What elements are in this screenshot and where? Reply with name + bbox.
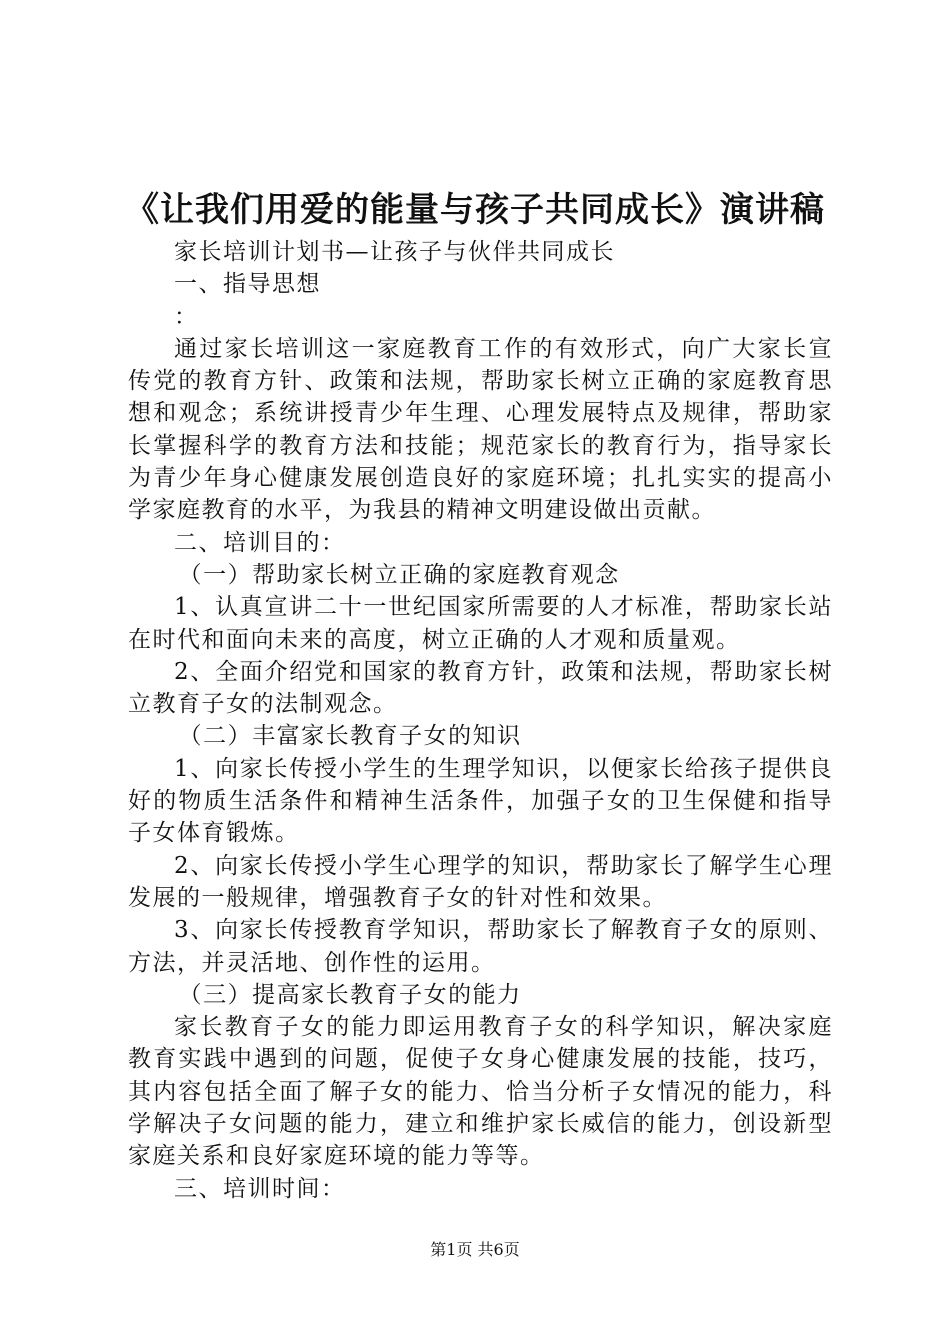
subsection-heading-2: （二）丰富家长教育子女的知识 xyxy=(178,723,522,750)
page-number: 第1页 共6页 xyxy=(430,1240,520,1259)
list-item: 1、认真宣讲二十一世纪国家所需要的人才标准，帮助家长站在时代和面向未来的高度，树立正确的人才观和质量观。 xyxy=(128,594,833,653)
list-item: 2、全面介绍党和国家的教育方针，政策和法规，帮助家长树立教育子女的法制观念。 xyxy=(128,658,833,718)
document-body xyxy=(128,236,833,1205)
list-item: 3、向家长传授教育学知识，帮助家长了解教育子女的原则、方法，并灵活地、创作性的运用。 xyxy=(128,917,833,976)
paragraph-guiding-idea-body: 通过家长培训这一家庭教育工作的有效形式，向广大家长宣传党的教育方针、政策和法规，帮助家长树立正确的家庭教育思想和观念；系统讲授青少年生理、心理发展特点及规律，帮助家长掌握科学的教育方法和技能；规范家长的教育行为，指导家长为青少年身心健康发展创造良好的家庭环境；扎扎实实的提高小学家庭教育的水平，为我县的精神文明建设做出贡献。 xyxy=(128,335,833,524)
subsection-heading-3: （三）提高家长教育子女的能力 xyxy=(178,981,522,1008)
section-heading-guiding-idea: 一、指导思想 xyxy=(174,271,321,298)
subsection-heading-1: （一）帮助家长树立正确的家庭教育观念 xyxy=(178,561,620,588)
paragraph-colon: ： xyxy=(174,303,199,330)
paragraph-subtitle: 家长培训计划书—让孩子与伙伴共同成长 xyxy=(174,239,615,265)
list-item: 1、向家长传授小学生的生理学知识，以便家长给孩子提供良好的物质生活条件和精神生活条件，加强子女的卫生保健和指导子女体育锻炼。 xyxy=(128,755,833,847)
section-heading-training-time: 三、培训时间： xyxy=(174,1175,346,1202)
document-title: 《让我们用爱的能量与孩子共同成长》演讲稿 xyxy=(125,190,825,230)
list-item: 2、向家长传授小学生心理学的知识，帮助家长了解学生心理发展的一般规律，增强教育子女的针对性和效果。 xyxy=(128,852,833,911)
section-heading-training-purpose: 二、培训目的： xyxy=(174,529,346,556)
paragraph-ability-body: 家长教育子女的能力即运用教育子女的科学知识，解决家庭教育实践中遇到的问题，促使子女身心健康发展的技能，技巧，其内容包括全面了解子女的能力、恰当分析子女情况的能力，科学解决子女问题的能力，建立和维护家长威信的能力，创设新型家庭关系和良好家庭环境的能力等等。 xyxy=(128,1014,833,1170)
